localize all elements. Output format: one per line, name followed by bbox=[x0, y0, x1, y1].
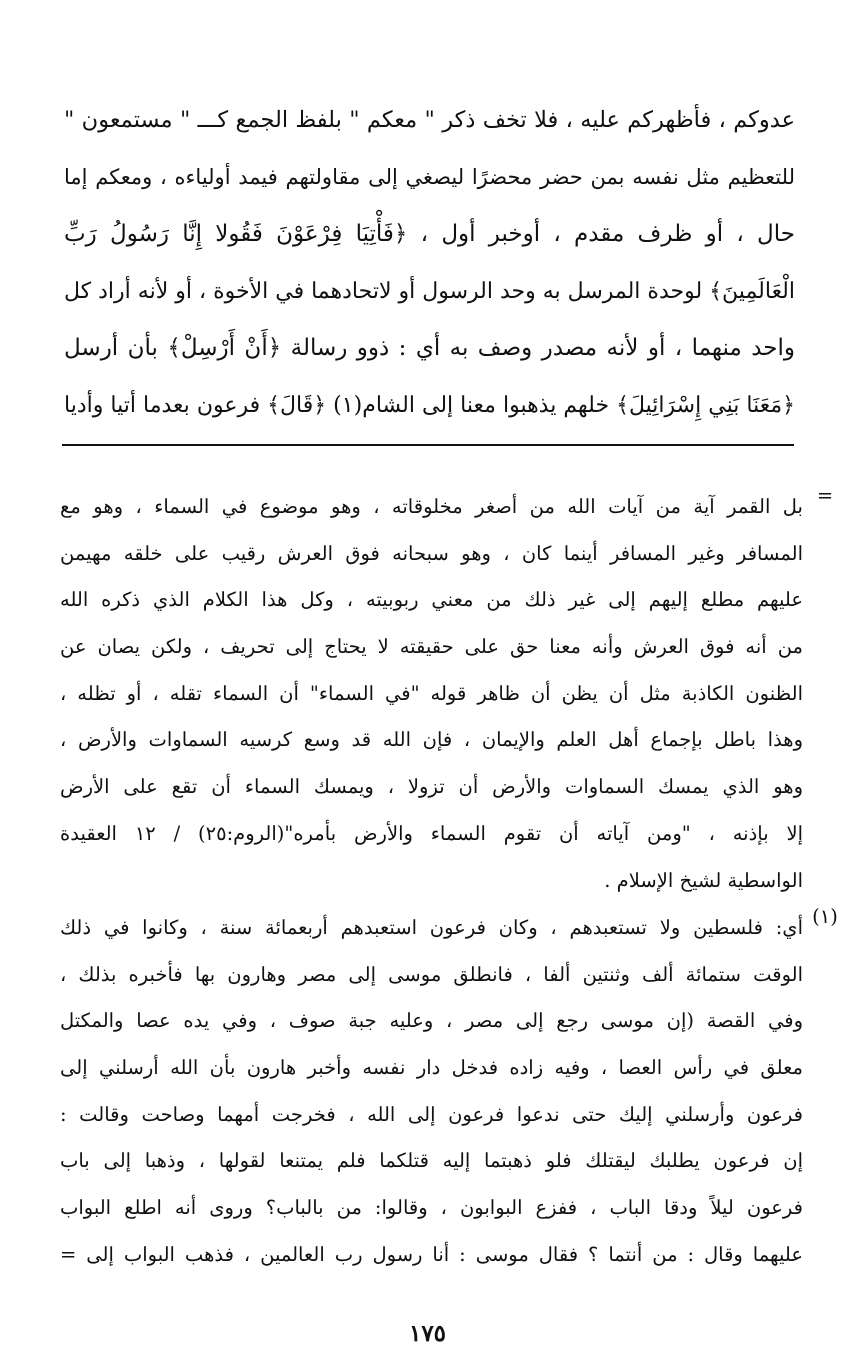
footnote-b-line-1: أي: فلسطين ولا تستعبدهم ، وكان فرعون استعبدهم أربعمائة سنة ، وكانوا في ذلك bbox=[60, 916, 803, 939]
footnote-number: (١) bbox=[812, 905, 838, 928]
main-line-5: واحد منهما ، أو لأنه مصدر وصف به أي : ذوو رسالة ﴿أَنْ أَرْسِلْ﴾ بأن أرسل bbox=[64, 335, 795, 361]
footnote-a-line-7: وهو الذي يمسك السماوات والأرض أن تزولا ، ويمسك السماء أن تقع على الأرض bbox=[60, 775, 803, 799]
main-line-6: ﴿مَعَنَا بَنِي إِسْرَائِيلَ﴾ خلهم يذهبوا معنا إلى الشام(١) ﴿قَالَ﴾ فرعون بعدما أتيا وأديا bbox=[64, 393, 795, 418]
footnote-b-line-4: معلق في رأس العصا ، وفيه زاده فدخل دار نفسه وأخبر هارون بأن الله أرسلني إلى bbox=[60, 1056, 803, 1080]
footnote-continued bbox=[60, 484, 834, 904]
footnote-a-line-8: إلا بإذنه ، "ومن آياته أن تقوم السماء والأرض بأمره"(الروم:٢٥) / ١٢ العقيدة bbox=[60, 821, 803, 845]
footnote-a-line-2: المسافر وغير المسافر أينما كان ، وهو سبحانه فوق العرش رقيب على خلقه مهيمن bbox=[60, 541, 803, 565]
footnote-b-line-7: فرعون ليلاً ودقا الباب ، ففزع البوابون ، وقالوا: من بالباب؟ وروى أنه اطلع البواب bbox=[60, 1196, 803, 1220]
footnote-a-line-4: من أنه فوق العرش وأنه معنا حق على حقيقته لا يحتاج إلى تحريف ، ولكن يصان عن bbox=[60, 635, 803, 659]
main-line-1: عدوكم ، فأظهركم عليه ، فلا تخف ذكر " معكم " بلفظ الجمع كـــ " مستمعون " bbox=[64, 107, 795, 133]
main-line-4: الْعَالَمِينَ﴾ لوحدة المرسل به وحد الرسول أو لاتحادهما في الأخوة ، أو لأنه أراد كل bbox=[64, 279, 795, 304]
page-number: ١٧٥ bbox=[408, 1320, 447, 1347]
footnote-a-line-1: بل القمر آية من آيات الله من أصغر مخلوقاته ، وهو موضوع في السماء ، وهو مع bbox=[60, 495, 803, 518]
footnote-b-line-5: فرعون وأرسلني إليك حتى ندعوا فرعون إلى الله ، فخرجت أمهما وصاحت وقالت : bbox=[60, 1102, 803, 1126]
footnote-b-line-3: وفي القصة (إن موسى رجع إلى مصر ، وعليه جبة صوف ، وفي يده عصا والمكتل bbox=[60, 1009, 803, 1033]
footnote-a-line-5: الظنون الكاذبة مثل أن يظن أن ظاهر قوله "في السماء" أن السماء تقله ، أو تظله ، bbox=[60, 681, 803, 705]
main-text bbox=[64, 92, 795, 434]
main-line-2: للتعظيم مثل نفسه بمن حضر محضرًا ليصغي إلى مقاولتهم فيمد أولياءه ، ومعكم إما bbox=[64, 165, 795, 189]
footnote-1 bbox=[60, 905, 838, 1279]
footnote-a-line-9: الواسطية لشيخ الإسلام . bbox=[604, 868, 803, 892]
footnote-b-line-8: عليهما وقال : من أنتما ؟ فقال موسى : أنا رسول رب العالمين ، فذهب البواب إلى = bbox=[60, 1242, 803, 1266]
footnote-a-line-3: عليهم مطلع إليهم إلى غير ذلك من معني ربوبيته ، وكل هذا الكلام الذي ذكره الله bbox=[60, 588, 803, 612]
footnote-a-line-6: وهذا باطل بإجماع أهل العلم والإيمان ، فإن الله قد وسع كرسيه السماوات والأرض ، bbox=[60, 728, 803, 752]
footnote-separator bbox=[62, 444, 794, 446]
footnote-b-line-2: الوقت ستمائة ألف وثنتين ألفا ، فانطلق موسى إلى مصر وهارون بها فأخبره بذلك ، bbox=[60, 962, 803, 986]
main-line-3: حال ، أو ظرف مقدم ، أوخبر أول ، ﴿فَأْتِيَا فِرْعَوْنَ فَقُولا إِنَّا رَسُولُ رَبِّ bbox=[64, 221, 795, 247]
footnote-continuation-marker: = bbox=[816, 484, 834, 507]
footnote-b-line-6: إن فرعون يطلبك ليقتلك فلو ذهبتما إليه قتلكما فلم يمتنعا لقولها ، وذهبا إلى باب bbox=[60, 1149, 803, 1173]
